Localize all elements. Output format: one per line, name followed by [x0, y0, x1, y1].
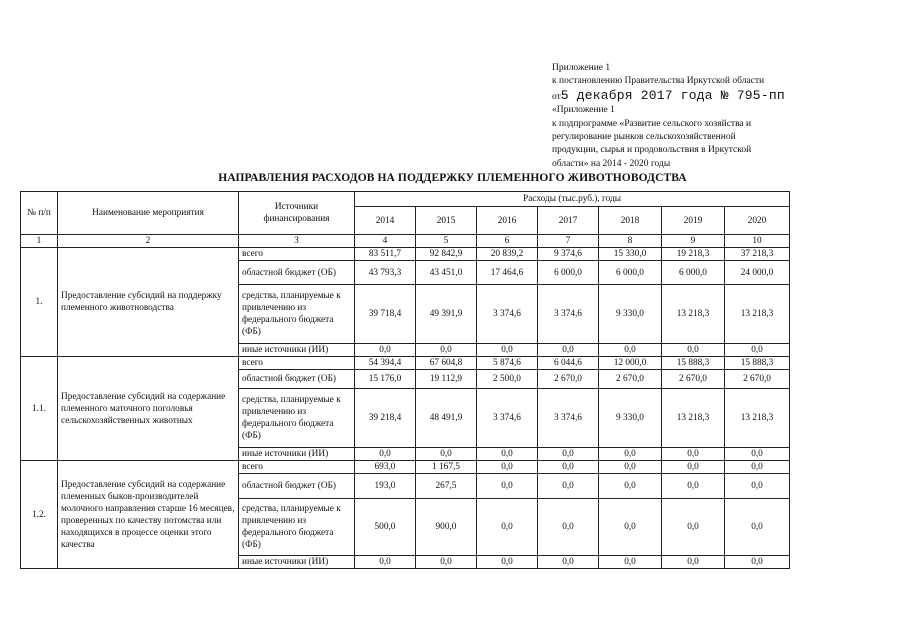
amount-cell: 0,0	[599, 344, 662, 357]
amount-cell: 0,0	[477, 448, 538, 461]
amount-cell: 0,0	[599, 556, 662, 569]
amount-cell: 693,0	[355, 461, 416, 474]
header-row	[21, 192, 790, 207]
amount-cell: 0,0	[725, 344, 790, 357]
amount-cell: 9 330,0	[599, 285, 662, 344]
amount-cell: 6 000,0	[662, 261, 725, 285]
column-number: 1	[21, 235, 58, 248]
funding-source: средства, планируемые к привлечению из федерального бюджета (ФБ)	[239, 499, 355, 556]
amount-cell: 0,0	[662, 499, 725, 556]
funding-source: иные источники (ИИ)	[239, 344, 355, 357]
amount-cell: 0,0	[538, 499, 599, 556]
column-number: 9	[662, 235, 725, 248]
amount-cell: 0,0	[477, 344, 538, 357]
amount-cell: 39 718,4	[355, 285, 416, 344]
row-number: 1.1.	[21, 357, 58, 461]
amount-cell: 900,0	[416, 499, 477, 556]
document-title: НАПРАВЛЕНИЯ РАСХОДОВ НА ПОДДЕРЖКУ ПЛЕМЕННОГО ЖИВОТНОВОДСТВА	[218, 172, 687, 184]
amount-cell: 13 218,3	[725, 285, 790, 344]
amount-cell: 9 374,6	[538, 248, 599, 261]
appendix-line: к постановлению Правительства Иркутской области	[552, 76, 765, 87]
funding-source: областной бюджет (ОБ)	[239, 370, 355, 389]
amount-cell: 0,0	[599, 499, 662, 556]
amount-cell: 15 888,3	[662, 357, 725, 370]
column-number: 2	[58, 235, 239, 248]
amount-cell: 43 793,3	[355, 261, 416, 285]
column-number-row	[21, 235, 790, 248]
funding-source: средства, планируемые к привлечению из федерального бюджета (ФБ)	[239, 389, 355, 448]
amount-cell: 0,0	[662, 474, 725, 499]
column-number: 4	[355, 235, 416, 248]
funding-source: иные источники (ИИ)	[239, 448, 355, 461]
amount-cell: 500,0	[355, 499, 416, 556]
amount-cell: 48 491,9	[416, 389, 477, 448]
decree-date-number: 5 декабря 2017 года № 795-пп	[560, 87, 785, 103]
amount-cell: 0,0	[725, 474, 790, 499]
year-header: 2016	[477, 207, 538, 235]
amount-cell: 13 218,3	[662, 285, 725, 344]
amount-cell: 0,0	[725, 448, 790, 461]
amount-cell: 43 451,0	[416, 261, 477, 285]
funding-source: средства, планируемые к привлечению из федерального бюджета (ФБ)	[239, 285, 355, 344]
activity-name: Предоставление субсидий на содержание племенных быков-производителей молочного направления старше 16 месяцев, проверенных по качеству потомства или находящихся в процессе оценки этого качества	[58, 461, 239, 569]
amount-cell: 0,0	[477, 461, 538, 474]
appendix-header	[552, 62, 852, 171]
activity-name: Предоставление субсидий на содержание племенного маточного поголовья сельскохозяйственных животных	[58, 357, 239, 461]
amount-cell: 3 374,6	[477, 389, 538, 448]
amount-cell: 267,5	[416, 474, 477, 499]
amount-cell: 0,0	[477, 499, 538, 556]
year-header: 2018	[599, 207, 662, 235]
row-number: 1.	[21, 248, 58, 357]
amount-cell: 20 839,2	[477, 248, 538, 261]
appendix-line: Приложение 1	[552, 63, 611, 73]
year-header: 2017	[538, 207, 599, 235]
subprogram-line: области» на 2014 - 2020 годы	[552, 158, 671, 169]
column-number: 6	[477, 235, 538, 248]
amount-cell: 0,0	[662, 461, 725, 474]
amount-cell: 13 218,3	[725, 389, 790, 448]
column-number: 3	[239, 235, 355, 248]
amount-cell: 0,0	[538, 461, 599, 474]
amount-cell: 0,0	[416, 556, 477, 569]
table-body	[21, 248, 790, 569]
amount-cell: 6 000,0	[599, 261, 662, 285]
decree-line	[552, 89, 852, 104]
amount-cell: 15 330,0	[599, 248, 662, 261]
amount-cell: 0,0	[538, 556, 599, 569]
amount-cell: 19 218,3	[662, 248, 725, 261]
amount-cell: 54 394,4	[355, 357, 416, 370]
amount-cell: 1 167,5	[416, 461, 477, 474]
funding-source: областной бюджет (ОБ)	[239, 261, 355, 285]
amount-cell: 17 464,6	[477, 261, 538, 285]
amount-cell: 0,0	[477, 556, 538, 569]
header-num: № п/п	[21, 192, 58, 235]
table-row	[21, 461, 790, 474]
amount-cell: 2 670,0	[662, 370, 725, 389]
year-header: 2020	[725, 207, 790, 235]
funding-source: всего	[239, 461, 355, 474]
header-source: Источники финансирования	[239, 192, 355, 235]
amount-cell: 49 391,9	[416, 285, 477, 344]
amount-cell: 0,0	[662, 556, 725, 569]
amount-cell: 2 670,0	[599, 370, 662, 389]
table-row	[21, 248, 790, 261]
header-expenses: Расходы (тыс.руб.), годы	[355, 192, 790, 207]
amount-cell: 15 888,3	[725, 357, 790, 370]
subprogram-line: «Приложение 1	[552, 105, 615, 116]
table-row	[21, 357, 790, 370]
amount-cell: 92 842,9	[416, 248, 477, 261]
amount-cell: 5 874,6	[477, 357, 538, 370]
column-number: 10	[725, 235, 790, 248]
amount-cell: 0,0	[416, 448, 477, 461]
amount-cell: 3 374,6	[538, 389, 599, 448]
decree-prefix: от	[552, 91, 561, 102]
amount-cell: 15 176,0	[355, 370, 416, 389]
column-number: 5	[416, 235, 477, 248]
amount-cell: 0,0	[725, 499, 790, 556]
amount-cell: 37 218,3	[725, 248, 790, 261]
amount-cell: 6 044,6	[538, 357, 599, 370]
amount-cell: 0,0	[599, 474, 662, 499]
amount-cell: 0,0	[477, 474, 538, 499]
amount-cell: 0,0	[725, 461, 790, 474]
amount-cell: 83 511,7	[355, 248, 416, 261]
subprogram-line: к подпрограмме «Развитие сельского хозяйства и	[552, 118, 752, 129]
column-number: 7	[538, 235, 599, 248]
amount-cell: 0,0	[725, 556, 790, 569]
amount-cell: 9 330,0	[599, 389, 662, 448]
funding-source: всего	[239, 248, 355, 261]
year-header: 2015	[416, 207, 477, 235]
row-number: 1.2.	[21, 461, 58, 569]
amount-cell: 0,0	[599, 448, 662, 461]
amount-cell: 0,0	[538, 474, 599, 499]
amount-cell: 39 218,4	[355, 389, 416, 448]
funding-source: всего	[239, 357, 355, 370]
amount-cell: 19 112,9	[416, 370, 477, 389]
amount-cell: 0,0	[355, 556, 416, 569]
amount-cell: 67 604,8	[416, 357, 477, 370]
amount-cell: 0,0	[416, 344, 477, 357]
funding-source: областной бюджет (ОБ)	[239, 474, 355, 499]
amount-cell: 193,0	[355, 474, 416, 499]
funding-source: иные источники (ИИ)	[239, 556, 355, 569]
amount-cell: 0,0	[538, 344, 599, 357]
amount-cell: 13 218,3	[662, 389, 725, 448]
expenses-table	[20, 191, 790, 569]
amount-cell: 0,0	[538, 448, 599, 461]
amount-cell: 0,0	[599, 461, 662, 474]
amount-cell: 24 000,0	[725, 261, 790, 285]
year-header: 2014	[355, 207, 416, 235]
amount-cell: 3 374,6	[477, 285, 538, 344]
amount-cell: 6 000,0	[538, 261, 599, 285]
amount-cell: 2 670,0	[725, 370, 790, 389]
amount-cell: 0,0	[355, 448, 416, 461]
amount-cell: 3 374,6	[538, 285, 599, 344]
amount-cell: 0,0	[355, 344, 416, 357]
amount-cell: 12 000,0	[599, 357, 662, 370]
subprogram-line: продукции, сырья и продовольствия в Иркутской	[552, 145, 752, 156]
year-header: 2019	[662, 207, 725, 235]
subprogram-line: регулирование рынков сельскохозяйственной	[552, 132, 736, 143]
amount-cell: 2 500,0	[477, 370, 538, 389]
amount-cell: 2 670,0	[538, 370, 599, 389]
activity-name: Предоставление субсидий на поддержку племенного животноводства	[58, 248, 239, 357]
header-name: Наименование мероприятия	[58, 192, 239, 235]
column-number: 8	[599, 235, 662, 248]
amount-cell: 0,0	[662, 344, 725, 357]
amount-cell: 0,0	[662, 448, 725, 461]
